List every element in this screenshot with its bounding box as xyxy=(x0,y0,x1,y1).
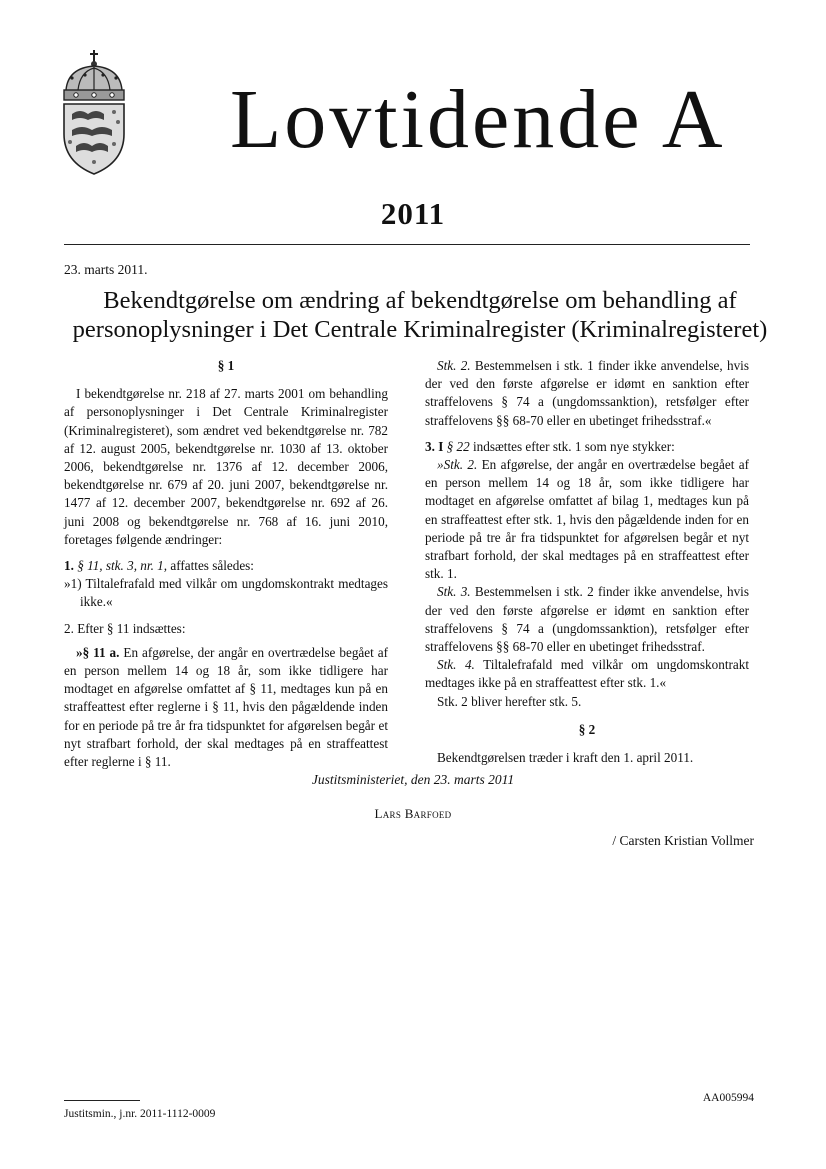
document-date: 23. marts 2011. xyxy=(64,262,148,277)
new-stk3-label: Stk. 3. xyxy=(437,584,471,600)
amendment-2: 2. Efter § 11 indsættes: xyxy=(64,620,186,636)
new-stk4 xyxy=(425,656,749,692)
document-code: AA005994 xyxy=(702,1092,754,1104)
section-11a-text: En afgørelse, der angår en overtrædelse begået af en person mellem 14 og 18 år, som ikke tidligere har modtaget en afgørelse omfattet af § 11, medtages kun på en straffeattest efter reglerne i § 11, hvis den pågældende inden for en periode på tre år fra tidspunktet for afgørelsen begår et nyt strafbart forhold, der skal medtages på en straffeattest efter reglerne i § 11. xyxy=(64,644,388,770)
section-heading-1: § 1 xyxy=(217,358,235,373)
countersignatory: / Carsten Kristian Vollmer xyxy=(612,833,754,848)
new-stk3-text: Bestemmelsen i stk. 2 finder ikke anvendelse, hvis der ved den første afgørelse er idømt en sanktion efter straffelovens § 74 a (ungdomssanktion), retsfølger efter straffelovens §§ 68-70 eller en ubetinget frihedsstraf. xyxy=(425,584,749,655)
intro-paragraph: I bekendtgørelse nr. 218 af 27. marts 2001 om behandling af personoplysninger i Det Centrale Kriminalregister (Kriminalregisteret), som ændret ved bekendtgørelse nr. 782 af 12. august 2005, bekendtgørelse nr. 1030 af 13. oktober 2006, bekendtgørelse nr. 1376 af 12. december 2006, bekendtgørelse nr. 679 af 20. juni 2007, bekendtgørelse nr. 1477 af 12. december 2007, bekendtgørelse nr. 692 af 26. juni 2008 og bekendtgørelse nr. 768 af 16. juni 2010, foretages følgende ændringer: xyxy=(64,386,388,547)
amendment-3 xyxy=(425,438,749,456)
amendment-1 xyxy=(64,557,388,575)
new-stk2-label: »Stk. 2. xyxy=(437,457,478,473)
new-stk2 xyxy=(425,456,749,583)
left-column xyxy=(64,357,388,771)
signature-place-date: Justitsministeriet, den 23. marts 2011 xyxy=(311,772,515,787)
signatory-name: Lars Barfoed xyxy=(374,806,452,821)
title-line-1: Bekendtgørelse om ændring af bekendtgørelse om behandling af xyxy=(103,287,737,314)
amendment-1-number: 1. xyxy=(64,558,74,574)
stk2-text: Bestemmelsen i stk. 1 finder ikke anvendelse, hvis der ved den første afgørelse er idømt en sanktion efter straffelovens § 74 a (ungdomssanktion), retsfølger efter straffelovens §§ 68-70 eller en ubetinget frihedsstraf.« xyxy=(425,358,749,428)
masthead-title: Lovtidende A xyxy=(230,73,726,166)
new-stk3 xyxy=(425,583,749,656)
new-stk2-text: En afgørelse, der angår en overtrædelse begået af en person mellem 14 og 18 år, som ikke tidligere har modtaget en afgørelse omfattet af bilag 1, medtages kun på en straffeattest efter stk. 1, hvis den pågældende inden for en periode på tre år fra tidspunktet for afgørelsen begår et nyt strafbart forhold, der skal medtages på en straffeattest efter stk. 1. xyxy=(425,457,749,582)
document-title xyxy=(64,286,776,344)
effective-date: Bekendtgørelsen træder i kraft den 1. april 2011. xyxy=(437,750,694,766)
header-divider xyxy=(64,244,750,245)
section-11a xyxy=(64,644,388,771)
footer-divider xyxy=(64,1100,140,1101)
amendment-1-reference: § 11, stk. 3, nr. 1, xyxy=(77,558,168,574)
amendment-3-reference: § 22 xyxy=(446,438,470,454)
new-stk4-text: Tiltalefrafald med vilkår om ungdomskontrakt medtages ikke på en straffeattest efter stk. 1.« xyxy=(425,657,749,691)
renumbering-note: Stk. 2 bliver herefter stk. 5. xyxy=(437,693,582,709)
amendment-1-text: affattes således: xyxy=(167,558,254,574)
amendment-3-text: indsættes efter stk. 1 som nye stykker: xyxy=(469,438,675,454)
stk2-paragraph xyxy=(425,357,749,430)
section-11a-heading: »§ 11 a. xyxy=(76,644,120,660)
amendment-1-quote: »1) Tiltalefrafald med vilkår om ungdomskontrakt medtages ikke.« xyxy=(64,576,388,610)
right-column xyxy=(425,357,749,767)
journal-number: Justitsmin., j.nr. 2011-1112-0009 xyxy=(64,1108,216,1120)
section-heading-2: § 2 xyxy=(578,721,596,737)
stk2-label: Stk. 2. xyxy=(437,358,471,373)
new-stk4-label: Stk. 4. xyxy=(437,657,475,673)
publication-year: 2011 xyxy=(380,196,446,231)
danish-coat-of-arms-icon xyxy=(58,48,130,176)
title-line-2: personoplysninger i Det Centrale Kriminalregister (Kriminalregisteret) xyxy=(72,316,768,343)
amendment-3-lead: 3. I xyxy=(425,438,447,454)
